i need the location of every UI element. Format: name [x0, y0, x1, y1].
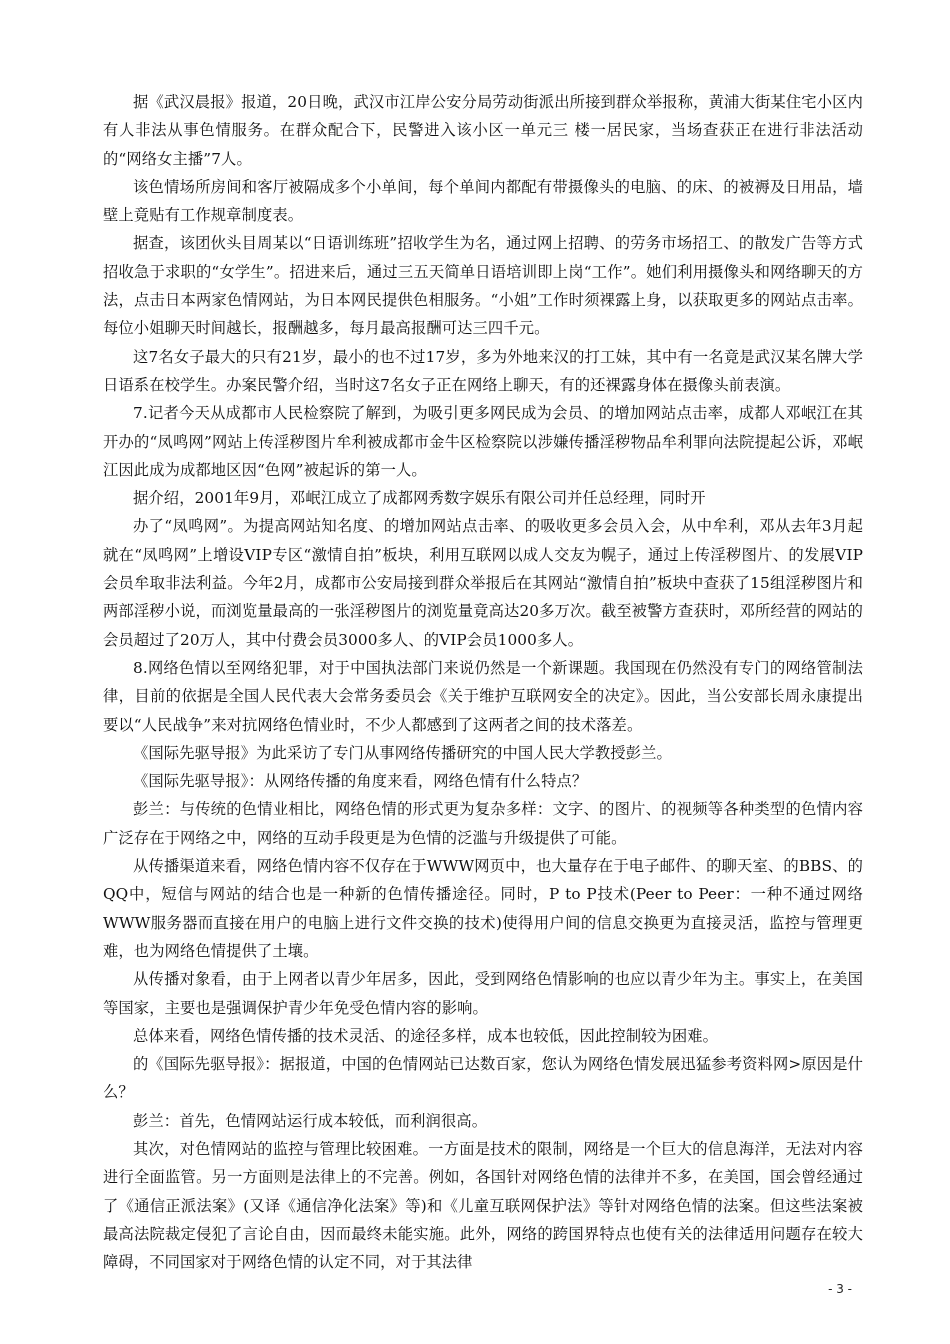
paragraph: 其次，对色情网站的监控与管理比较困难。一方面是技术的限制，网络是一个巨大的信息海洋，无法对内容进行全面监管。另一方面则是法律上的不完善。例如，各国针对网络色情的法律并不多，在美国，国会曾经通过了《通信正派法案》(又译《通信净化法案》等)和《儿童互联网保护法》等针对网络色情的法案。但这些法案被最高法院裁定侵犯了言论自由，因而最终未能实施。此外，网络的跨国界特点也使有关的法律适用问题存在较大障碍，不同国家对于网络色情的认定不同，对于其法律 [103, 1139, 863, 1272]
paragraph: 彭兰：首先，色情网站运行成本较低，而利润很高。 [133, 1111, 488, 1130]
paragraph: 7.记者今天从成都市人民检察院了解到，为吸引更多网民成为会员、的增加网站点击率，成都人邓岷江在其开办的“凤鸣网”网站上传淫秽图片牟利被成都市金牛区检察院以涉嫌传播淫秽物品牟利罪向法院提起公诉，邓岷江因此成为成都地区因“色网”被起诉的第一人。 [103, 404, 863, 479]
paragraph: 《国际先驱导报》为此采访了专门从事网络传播研究的中国人民大学教授彭兰。 [133, 743, 672, 762]
paragraph: 据《武汉晨报》报道，20日晚，武汉市江岸公安分局劳动街派出所接到群众举报称，黄浦大街某住宅小区内有人非法从事色情服务。在群众配合下，民警进入该小区一单元三 楼一居民家，当场查获正在进行非法活动的“网络女主播”7人。 [103, 93, 863, 168]
paragraph: 总体来看，网络色情传播的技术灵活、的途径多样，成本也较低，因此控制较为困难。 [133, 1026, 719, 1045]
paragraph: 《国际先驱导报》：从网络传播的角度来看，网络色情有什么特点？ [133, 772, 588, 791]
paragraph: 8.网络色情以至网络犯罪，对于中国执法部门来说仍然是一个新课题。我国现在仍然没有专门的网络管制法律，目前的依据是全国人民代表大会常务委员会《关于维护互联网安全的决定》。因此，当公安部长周永康提出要以“人民战争”来对抗网络色情业时，不少人都感到了这两者之间的技术落差。 [103, 658, 863, 734]
article-body [103, 88, 863, 1276]
paragraph: 据介绍，2001年9月，邓岷江成立了成都网秀数字娱乐有限公司并任总经理，同时开 [133, 489, 706, 508]
paragraph: 从传播渠道来看，网络色情内容不仅存在于WWW网页中，也大量存在于电子邮件、的聊天室、的BBS、的QQ中，短信与网站的结合也是一种新的色情传播途径。同时，P to P技术(Peer to Peer：一种不通过网络WWW服务器而直接在用户的电脑上进行文件交换的技术)使得用户间的信息交换更为直接灵活，监控与管理更难，也为网络色情提供了土壤。 [103, 857, 863, 960]
paragraph: 彭兰：与传统的色情业相比，网络色情的形式更为复杂多样：文字、的图片、的视频等各种类型的色情内容广泛存在于网络之中，网络的互动手段更是为色情的泛滥与升级提供了可能。 [103, 800, 863, 847]
paragraph: 该色情场所房间和客厅被隔成多个小单间，每个单间内都配有带摄像头的电脑、的床、的被褥及日用品，墙壁上竟贴有工作规章制度表。 [103, 177, 863, 225]
paragraph: 这7名女子最大的只有21岁，最小的也不过17岁，多为外地来汉的打工妹，其中有一名竟是武汉某名牌大学日语系在校学生。办案民警介绍，当时这7名女子正在网络上聊天，有的还裸露身体在摄像头前表演。 [103, 347, 863, 394]
paragraph: 据查，该团伙头目周某以“日语训练班”招收学生为名，通过网上招聘、的劳务市场招工、的散发广告等方式招收急于求职的“女学生”。招进来后，通过三五天简单日语培训即上岗“工作”。她们利用摄像头和网络聊天的方法，点击日本两家色情网站，为日本网民提供色相服务。“小姐”工作时须裸露上身，以获取更多的网站点击率。每位小姐聊天时间越长，报酬越多，每月最高报酬可达三四千元。 [103, 234, 863, 338]
paragraph: 办了“凤鸣网”。为提高网站知名度、的增加网站点击率、的吸收更多会员入会，从中牟利，邓从去年3月起就在“凤鸣网”上增设VIP专区“激情自拍”板块，利用互联网以成人交友为幌子，通过上传淫秽图片、的发展VIP会员牟取非法利益。今年2月，成都市公安局接到群众举报后在其网站“激情自拍”板块中查获了15组淫秽图片和两部淫秽小说，而浏览量最高的一张淫秽图片的浏览量竟高达20多万次。截至被警方查获时，邓所经营的网站的会员超过了20万人，其中付费会员3000多人、的VIP会员1000多人。 [103, 517, 863, 649]
paragraph: 从传播对象看，由于上网者以青少年居多，因此，受到网络色情影响的也应以青少年为主。事实上，在美国等国家，主要也是强调保护青少年免受色情内容的影响。 [103, 970, 863, 1017]
page-number: - 3 - [828, 1282, 852, 1296]
paragraph: 的《国际先驱导报》：据报道，中国的色情网站已达数百家，您认为网络色情发展迅猛参考资料网>原因是什么？ [103, 1055, 863, 1102]
